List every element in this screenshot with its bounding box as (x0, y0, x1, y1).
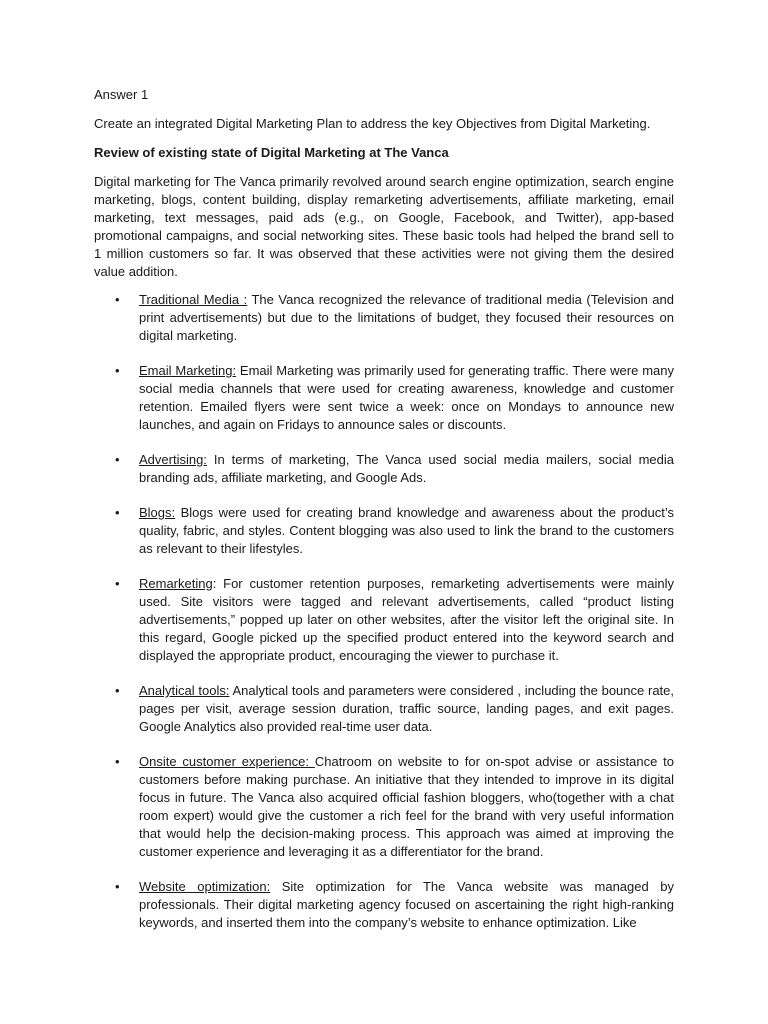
list-item-website-optimization (94, 878, 674, 932)
bullet-term: Email Marketing: (139, 363, 237, 378)
question-text: Create an integrated Digital Marketing Plan to address the key Objectives from Digital Marketing. (94, 116, 651, 131)
list-item-traditional-media (94, 291, 674, 345)
bullet-text: Email Marketing was primarily used for generating traffic. There were many social media channels that were used for creating awareness, knowledge and customer retention. Emailed flyers were sent twice a week: once on Mondays to announce new launches, and again on Fridays to announce sales or discounts. (139, 363, 674, 432)
bullet-list (94, 291, 674, 932)
bullet-text: Blogs were used for creating brand knowledge and awareness about the product’s quality, fabric, and styles. Content blogging was also used to link the brand to the customers as relevant to their lifestyles. (139, 505, 674, 556)
bullet-icon: • (115, 292, 120, 307)
bullet-term: Blogs: (139, 505, 176, 520)
bullet-term: Remarketing (139, 576, 213, 591)
list-item-remarketing (94, 575, 674, 665)
bullet-text: : For customer retention purposes, remarketing advertisements were mainly used. Site visitors were tagged and relevant advertisements, called “product listing advertisements,” popped up later on other websites, after the visitor left the original site. In this regard, Google picked up the specified product entered into the keyword search and displayed the appropriate product, encouraging the viewer to purchase it. (139, 576, 674, 663)
bullet-text: The Vanca recognized the relevance of traditional media (Television and print advertisements) but due to the limitations of budget, they focused their resources on digital marketing. (139, 292, 674, 343)
bullet-term: Analytical tools: (139, 683, 230, 698)
list-item-onsite-customer-experience (94, 753, 674, 861)
list-item-advertising (94, 451, 674, 487)
bullet-term: Onsite customer experience: (139, 754, 315, 769)
section-title: Review of existing state of Digital Marketing at The Vanca (94, 145, 449, 160)
bullet-term: Website optimization: (139, 879, 271, 894)
bullet-icon: • (115, 576, 120, 591)
bullet-icon: • (115, 452, 120, 467)
answer-label: Answer 1 (94, 87, 149, 102)
bullet-icon: • (115, 879, 120, 894)
list-item-blogs (94, 504, 674, 558)
bullet-term: Traditional Media : (139, 292, 248, 307)
bullet-text: Analytical tools and parameters were considered , including the bounce rate, pages per visit, average session duration, traffic source, landing pages, and exit pages. Google Analytics also provided real-time user data. (139, 683, 674, 734)
intro-paragraph: Digital marketing for The Vanca primarily revolved around search engine optimization, search engine marketing, blogs, content building, display remarketing advertisements, affiliate marketing, email marketing, text messages, paid ads (e.g., on Google, Facebook, and Twitter), app-based promotional campaigns, and social networking sites. These basic tools had helped the brand sell to 1 million customers so far. It was observed that these activities were not giving them the desired value addition. (94, 174, 674, 279)
bullet-icon: • (115, 505, 120, 520)
list-item-email-marketing (94, 362, 674, 434)
list-item-analytical-tools (94, 682, 674, 736)
bullet-icon: • (115, 754, 120, 769)
bullet-term: Advertising: (139, 452, 207, 467)
bullet-icon: • (115, 683, 120, 698)
bullet-icon: • (115, 363, 120, 378)
bullet-text: In terms of marketing, The Vanca used social media mailers, social media branding ads, affiliate marketing, and Google Ads. (139, 452, 674, 485)
bullet-text: Site optimization for The Vanca website was managed by professionals. Their digital marketing agency focused on ascertaining the right high-ranking keywords, and inserted them into the company’s website to enhance optimization. Like (139, 879, 674, 930)
bullet-text: Chatroom on website to for on-spot advise or assistance to customers before making purchase. An initiative that they intended to improve in its digital focus in future. The Vanca also acquired official fashion bloggers, who(together with a chat room expert) would give the customer a rich feel for the brand with very useful information that would help the decision-making process. This approach was aimed at improving the customer experience and leveraging it as a differentiator for the brand. (139, 754, 675, 859)
